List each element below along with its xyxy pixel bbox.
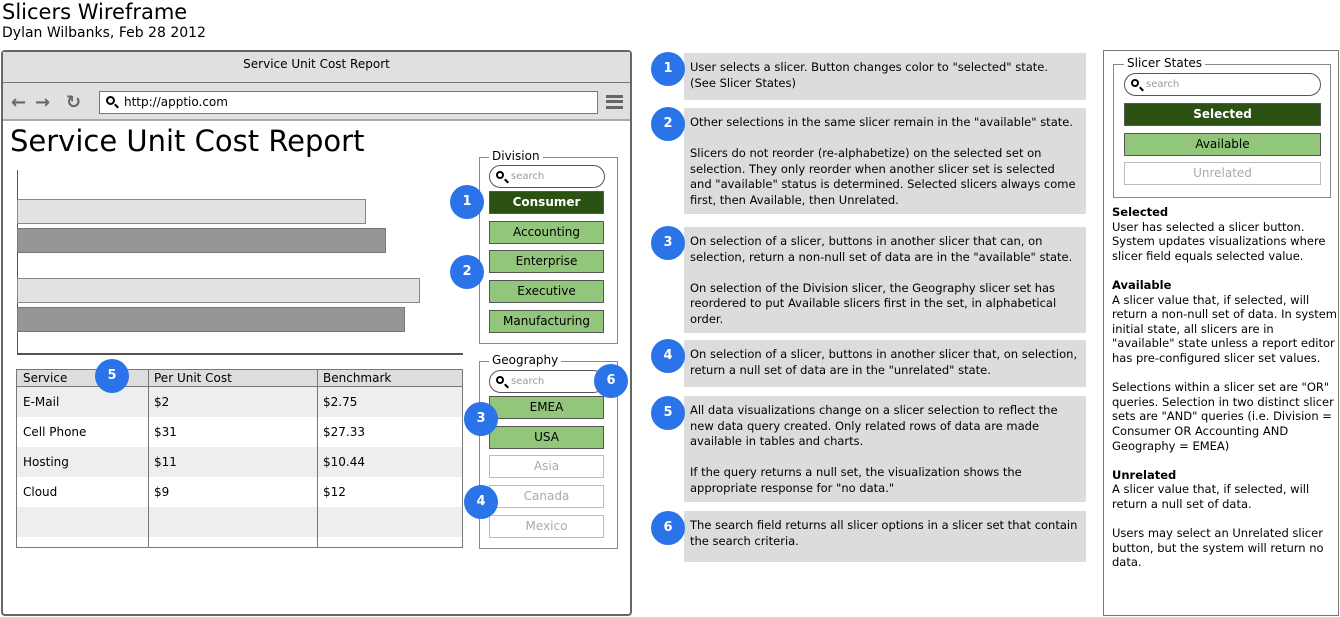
browser-toolbar <box>3 83 630 121</box>
table-cell: $31 <box>154 425 177 439</box>
url-text: http://apptio.com <box>124 95 228 109</box>
note-5: All data visualizations change on a slicer selection to reflect the new data query created. Only related rows of data are made available in tables and charts. If the query returns a null set, the visualization shows the appropriate response for "no data." <box>684 396 1086 502</box>
unrelated-state-example[interactable]: Unrelated <box>1124 162 1321 185</box>
table-cell: Hosting <box>23 455 69 469</box>
note-4: On selection of a slicer, buttons in another slicer that, on selection, return a null set of data are in the "unrelated" state. <box>684 340 1086 387</box>
selected-state-example[interactable]: Selected <box>1124 103 1321 126</box>
callout-badge-5: 5 <box>95 359 129 393</box>
division-label: Division <box>489 149 543 163</box>
table-cell: $10.44 <box>323 455 365 469</box>
states-search-placeholder: search <box>1146 79 1180 90</box>
window-title: Service Unit Cost Report <box>3 52 630 83</box>
callout-badge-4: 4 <box>464 485 498 519</box>
note-badge-4: 4 <box>651 339 685 373</box>
page-title: Service Unit Cost Report <box>10 124 365 158</box>
available-state-example[interactable]: Available <box>1124 133 1321 156</box>
chart-bar <box>17 307 405 332</box>
note-2: Other selections in the same slicer remain in the "available" state. Slicers do not reorder (re-alphabetize) on the selected set on selection. They only reorder when another slicer set is selected and "available" status is determined. Selected slicers always come first, then Available, then Unrelated. <box>684 108 1086 214</box>
table-cell: $9 <box>154 485 170 499</box>
search-icon <box>496 171 504 179</box>
callout-badge-6: 6 <box>594 364 628 398</box>
state-section-selected <box>1112 205 1337 263</box>
chart-bar <box>17 228 386 253</box>
column-header-per-unit-cost: Per Unit Cost <box>154 371 232 385</box>
note-6: The search field returns all slicer options in a slicer set that contain the search criteria. <box>684 511 1086 562</box>
division-slicer-button-enterprise[interactable]: Enterprise <box>489 250 604 273</box>
note-3: On selection of a slicer, buttons in another slicer that can, on selection, return a non-null set of data are in the "available" state. On selection of the Division slicer, the Geography slicer set has reordered to put Available slicers first in the set, in alphabetical order. <box>684 227 1086 333</box>
state-heading: Unrelated <box>1112 467 1177 482</box>
table-row <box>17 507 462 537</box>
chart-x-axis <box>17 353 463 355</box>
note-1: User selects a slicer. Button changes color to "selected" state. (See Slicer States) <box>684 53 1086 100</box>
geography-slicer-button-emea[interactable]: EMEA <box>489 396 604 419</box>
state-heading: Available <box>1112 277 1172 292</box>
geography-slicer-button-canada[interactable]: Canada <box>489 485 604 508</box>
search-icon <box>496 376 504 384</box>
chart-bar <box>17 199 366 224</box>
note-badge-6: 6 <box>651 511 685 545</box>
table-cell: Cell Phone <box>23 425 87 439</box>
callout-badge-2: 2 <box>450 255 484 289</box>
table-cell: $27.33 <box>323 425 365 439</box>
note-badge-3: 3 <box>651 226 685 260</box>
division-slicer-button-consumer[interactable]: Consumer <box>489 191 604 214</box>
geography-search-input[interactable] <box>489 370 605 393</box>
state-section-unrelated <box>1112 468 1337 570</box>
geography-slicer-button-asia[interactable]: Asia <box>489 455 604 478</box>
note-badge-5: 5 <box>651 396 685 430</box>
wireframe-title: Slicers Wireframe <box>2 0 188 24</box>
state-paragraph: Users may select an Unrelated slicer button, but the system will return no data. <box>1112 526 1324 570</box>
geography-search-placeholder: search <box>511 376 545 387</box>
reload-icon[interactable]: ↻ <box>66 92 82 113</box>
table-row <box>17 387 462 417</box>
state-heading: Selected <box>1112 205 1169 219</box>
search-icon <box>1131 79 1139 87</box>
url-bar[interactable] <box>99 91 598 114</box>
state-section-available <box>1112 278 1337 453</box>
column-header-service: Service <box>23 371 68 385</box>
search-icon <box>106 96 115 105</box>
geography-slicer-button-usa[interactable]: USA <box>489 426 604 449</box>
division-slicer-button-manufacturing[interactable]: Manufacturing <box>489 310 604 333</box>
state-paragraph: A slicer value that, if selected, will return a non-null set of data. In system initial state, all slicers are in "available" state unless a report editor has pre-configured slicer set values. <box>1112 292 1338 365</box>
chart-bar <box>17 278 420 303</box>
hamburger-menu-icon[interactable] <box>606 95 623 109</box>
slicer-states-description <box>1112 205 1337 584</box>
note-badge-1: 1 <box>651 52 685 86</box>
column-header-benchmark: Benchmark <box>323 371 392 385</box>
division-slicer-button-executive[interactable]: Executive <box>489 280 604 303</box>
division-search-placeholder: search <box>511 171 545 182</box>
table-cell: $2 <box>154 395 170 409</box>
table-cell: Cloud <box>23 485 58 499</box>
division-search-input[interactable] <box>489 165 605 188</box>
callout-badge-1: 1 <box>450 185 484 219</box>
table-header <box>17 370 462 387</box>
states-search-input[interactable] <box>1124 73 1321 96</box>
cost-table <box>16 369 463 548</box>
table-cell: $12 <box>323 485 346 499</box>
wireframe-byline: Dylan Wilbanks, Feb 28 2012 <box>2 25 206 41</box>
slicer-states-label: Slicer States <box>1124 56 1205 70</box>
state-paragraph: Selections within a slicer set are "OR" queries. Selection in two distinct slicer sets are "AND" queries (i.e. Division = Consumer OR Accounting AND Geography = EMEA) <box>1112 380 1334 453</box>
callout-badge-3: 3 <box>464 402 498 436</box>
geography-label: Geography <box>489 353 561 367</box>
note-badge-2: 2 <box>651 107 685 141</box>
division-slicer-button-accounting[interactable]: Accounting <box>489 221 604 244</box>
back-arrow-icon[interactable]: ← <box>11 92 27 113</box>
forward-arrow-icon[interactable]: → <box>35 92 51 113</box>
state-paragraph: User has selected a slicer button. System updates visualizations where slicer field equals selected value. <box>1112 219 1326 263</box>
geography-slicer-button-mexico[interactable]: Mexico <box>489 515 604 538</box>
table-cell: $11 <box>154 455 177 469</box>
table-cell: $2.75 <box>323 395 358 409</box>
table-cell: E-Mail <box>23 395 60 409</box>
state-paragraph: A slicer value that, if selected, will return a null set of data. <box>1112 482 1310 511</box>
table-row <box>17 447 462 477</box>
